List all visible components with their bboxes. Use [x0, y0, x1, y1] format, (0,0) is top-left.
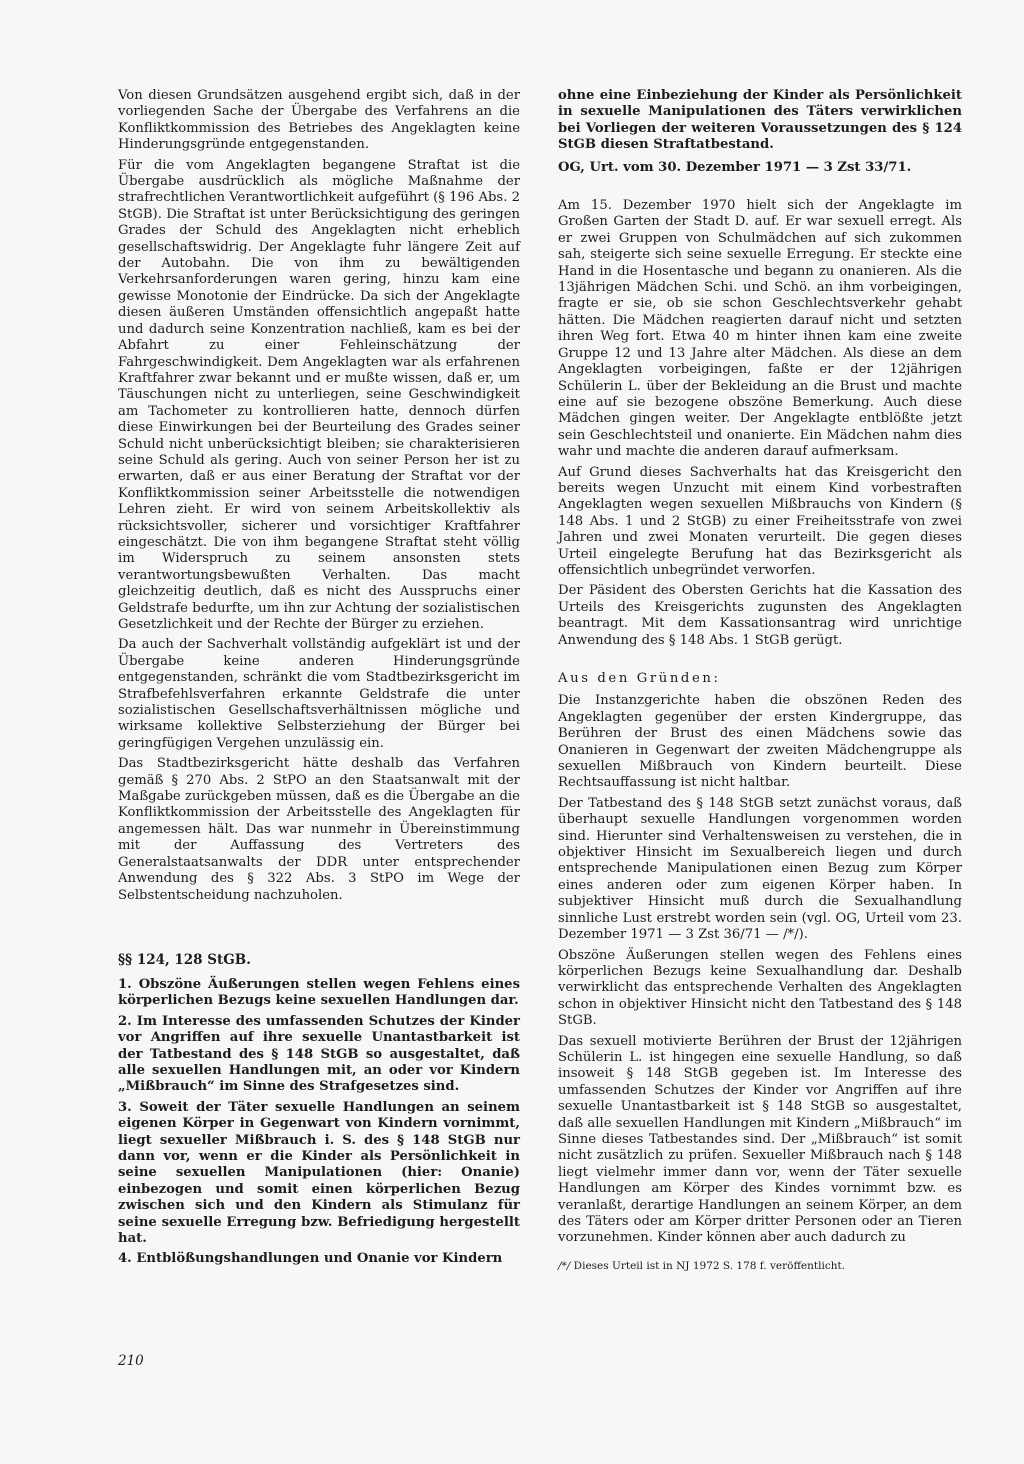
leitsatz-continued: ohne eine Einbeziehung der Kinder als Persönlichkeit in sexuelle Manipulationen des Täters verwirklichen bei Vorliegen der weiteren Voraussetzungen des § 124 StGB diesen Straftatbestand.	[558, 88, 962, 153]
grounds-heading: Aus den Gründen:	[558, 671, 721, 686]
leitsatz: 2. Im Interesse des umfassenden Schutzes der Kinder vor Angriffen auf ihre sexuelle Unantastbarkeit ist der Tatbestand des § 148 StGB so ausgestaltet, daß alle sexuellen Handlungen mit, an oder vor Kindern „Mißbrauch“ im Sinne des Strafgesetzes sind.	[118, 1013, 520, 1095]
section-gap	[558, 653, 962, 671]
paragraph: Der Tatbestand des § 148 StGB setzt zunächst voraus, daß überhaupt sexuelle Handlungen vorgenommen worden sind. Hierunter sind Verhaltensweisen zu verstehen, die in objektiver Hinsicht im Sexualbereich liegen und durch entsprechende Manipulationen einen Bezug zum Körper eines anderen oder zum eigenen Körper haben. In subjektiver Hinsicht muß durch die Sexualhandlung sinnliche Lust erstrebt worden sein (vgl. OG, Urteil vom 23. Dezember 1971 — 3 Zst 36/71 — /*/).	[558, 795, 962, 943]
section-gap	[558, 180, 962, 198]
paragraph: Für die vom Angeklagten begangene Straftat ist die Übergabe ausdrücklich als mögliche Maßnahme der strafrechtlichen Verantwortlichkeit aufgeführt (§ 196 Abs. 2 StGB). Die Straftat ist unter Berücksichtigung des geringen Grades der Schuld des Angeklagten nicht erheblich gesellschaftswidrig. Der Angeklagte fuhr längere Zeit auf der Autobahn. Die von ihm zu bewältigenden Verkehrsanforderungen waren gering, hinzu kam eine gewisse Monotonie der Eindrücke. Da sich der Angeklagte diesen äußeren Umständen offensichtlich angepaßt hatte und dadurch seine Konzentration nachließ, kam es bei der Abfahrt zu einer Fehleinschätzung der Fahrgeschwindigkeit. Dem Angeklagten war als erfahrenen Kraftfahrer zwar bekannt und er mußte wissen, daß er, um Täuschungen nicht zu unterliegen, seine Geschwindigkeit am Tachometer zu kontrollieren hatte, dennoch dürfen diese Einwirkungen bei der Beurteilung des Grades seiner Schuld nicht unberücksichtigt bleiben; sie charakterisieren seine Schuld als gering. Auch von seiner Person her ist zu erwarten, daß er aus einer Beratung der Straftat vor der Konfliktkommission seiner Arbeitsstelle die notwendigen Lehren zieht. Er wird von seinem Arbeitskollektiv als rücksichtsvoller, sicherer und vorsichtiger Kraftfahrer eingeschätzt. Die von ihm begangene Straftat steht völlig im Widerspruch zu seinem ansonsten stets verantwortungsbewußten Verhalten. Das macht gleichzeitig deutlich, daß es nicht des Ausspruchs einer Geldstrafe bedurfte, um ihn zur Achtung der sozialistischen Gesetzlichkeit und der Rechte der Bürger zu erziehen.	[118, 157, 520, 632]
left-column	[118, 88, 520, 1272]
paragraph: Das sexuell motivierte Berühren der Brust der 12jährigen Schülerin L. ist hingegen eine sexuelle Handlung, so daß insoweit § 148 StGB gegeben ist. Im Interesse des umfassenden Schutzes der Kinder vor Angriffen auf ihre sexuelle Unantastbarkeit ist § 148 StGB so ausgestaltet, daß alle sexuellen Handlungen mit Kindern „Mißbrauch“ im Sinne dieses Tatbestandes sind. Der „Mißbrauch“ ist somit nicht zusätzlich zu prüfen. Sexueller Mißbrauch nach § 148 liegt vielmehr immer dann vor, wenn der Täter sexuelle Handlungen am Körper des Kindes vornimmt bzw. es veranlaßt, derartige Handlungen an seinem Körper, an dem des Täters oder am Körper dritter Personen oder an Tieren vorzunehmen. Kinder können aber auch dadurch zu	[558, 1033, 962, 1246]
page-number: 210	[118, 1353, 144, 1369]
footnote-marker: /*/	[558, 1259, 571, 1272]
footnote-text: Dieses Urteil ist in NJ 1972 S. 178 f. veröffentlicht.	[573, 1259, 846, 1272]
paragraph: Obszöne Äußerungen stellen wegen des Fehlens eines körperlichen Bezugs keine Sexualhandlung dar. Deshalb verwirklicht das entsprechende Verhalten des Angeklagten schon in objektiver Hinsicht nicht den Tatbestand des § 148 StGB.	[558, 947, 962, 1029]
right-column	[558, 88, 962, 1273]
paragraph: Die Instanzgerichte haben die obszönen Reden des Angeklagten gegenüber der ersten Kindergruppe, das Berühren der Brust des einen Mädchens sowie das Onanieren in Gegenwart der zweiten Mädchengruppe als sexuellen Mißbrauch von Kindern beurteilt. Diese Rechtsauffassung ist nicht haltbar.	[558, 693, 962, 791]
leitsatz: 3. Soweit der Täter sexuelle Handlungen an seinem eigenen Körper in Gegenwart von Kindern vornimmt, liegt sexueller Mißbrauch i. S. des § 148 StGB nur dann vor, wenn er die Kinder als Persönlichkeit in seine sexuellen Manipulationen (hier: Onanie) einbezogen und somit einen körperlichen Bezug zwischen sich und den Kindern als Stimulanz für seine sexuelle Erregung bzw. Befriedigung hergestellt hat.	[118, 1099, 520, 1246]
paragraph: Am 15. Dezember 1970 hielt sich der Angeklagte im Großen Garten der Stadt D. auf. Er war sexuell erregt. Als er zwei Gruppen von Schulmädchen auf sich zukommen sah, steigerte sich seine sexuelle Erregung. Er steckte eine Hand in die Hosentasche und begann zu onanieren. Als die 13jährigen Mädchen Schi. und Schö. an ihm vorbeigingen, fragte er sie, ob sie schon Geschlechtsverkehr gehabt hätten. Die Mädchen reagierten darauf nicht und setzten ihren Weg fort. Etwa 40 m hinter ihnen kam eine zweite Gruppe 12 und 13 Jahre alter Mädchen. Als diese an dem Angeklagten vorbeigingen, faßte er der 12jährigen Schülerin L. über der Bekleidung an die Brust und machte eine auf sie bezogene obszöne Bemerkung. Auch diese Mädchen gingen weiter. Der Angeklagte entblößte jetzt sein Geschlechtsteil und onanierte. Ein Mädchen nahm dies wahr und machte die anderen darauf aufmerksam.	[558, 198, 962, 460]
paragraph: Da auch der Sachverhalt vollständig aufgeklärt ist und der Übergabe keine anderen Hinderungsgründe entgegenstanden, schränkt die vom Stadtbezirksgericht im Strafbefehlsverfahren erkannte Geldstrafe die unter sozialistischen Gesellschaftsverhältnissen mögliche und wirksame kollektive Selbsterziehung der Bürger bei geringfügigen Vergehen unzulässig ein.	[118, 637, 520, 751]
footnote	[558, 1259, 962, 1273]
court-reference: OG, Urt. vom 30. Dezember 1971 — 3 Zst 33/71.	[558, 159, 912, 175]
paragraph: Der Päsident des Obersten Gerichts hat die Kassation des Urteils des Kreisgerichts zugunsten des Angeklagten beantragt. Mit dem Kassationsantrag wird unrichtige Anwendung des § 148 Abs. 1 StGB gerügt.	[558, 583, 962, 648]
paragraph: Das Stadtbezirksgericht hätte deshalb das Verfahren gemäß § 270 Abs. 2 StPO an den Staatsanwalt mit der Maßgabe zurückgeben müssen, daß es die Übergabe an die Konfliktkommission der Arbeitsstelle des Angeklagten für angemessen hält. Das war nunmehr in Übereinstimmung mit der Auffassung des Vertreters des Generalstaatsanwalts der DDR unter entsprechender Anwendung des § 322 Abs. 3 StPO im Wege der Selbstentscheidung nachzuholen.	[118, 756, 520, 903]
paragraph: Von diesen Grundsätzen ausgehend ergibt sich, daß in der vorliegenden Sache der Übergabe des Verfahrens an die Konfliktkommission des Betriebes des Angeklagten keine Hinderungsgründe entgegenstanden.	[118, 88, 520, 153]
leitsatz: 1. Obszöne Äußerungen stellen wegen Fehlens eines körperlichen Bezugs keine sexuellen Handlungen dar.	[118, 976, 520, 1009]
paragraph: Auf Grund dieses Sachverhalts hat das Kreisgericht den bereits wegen Unzucht mit einem Kind vorbestraften Angeklagten wegen sexuellen Mißbrauchs von Kindern (§ 148 Abs. 1 und 2 StGB) zu einer Freiheitsstrafe von zwei Jahren und zwei Monaten verurteilt. Die gegen dieses Urteil eingelegte Berufung hat das Bezirksgericht als offensichtlich unbegründet verworfen.	[558, 464, 962, 578]
section-gap	[118, 908, 520, 952]
leitsatz: 4. Entblößungshandlungen und Onanie vor Kindern	[118, 1251, 503, 1267]
section-heading: §§ 124, 128 StGB.	[118, 951, 251, 968]
